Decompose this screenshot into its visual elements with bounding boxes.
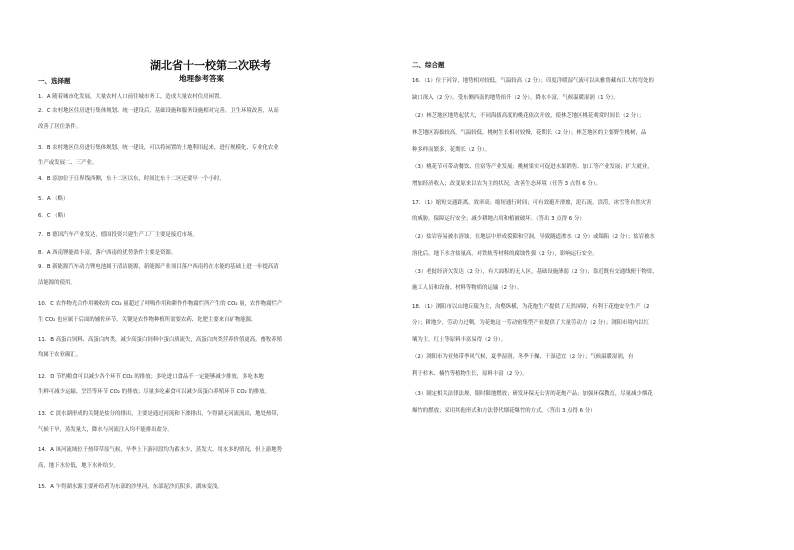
left-line: 7．B 德国汽车产业发达，德国投资兴建生产工厂主要是接近市场。 [38,232,198,238]
left-line: 13．C 淡水湖形成的关键是盐分的排出，主要是通过河流和下渗排出，乍得湖无河流流出，地处热带， [38,411,283,417]
left-line: 15．A 乍得湖水源主要补给者为东部的沙里河，东部泥沙沉积多，湖床变浅。 [38,484,223,490]
left-line: 改善了居住条件。 [38,124,82,130]
right-line: （2）林芝地区地势起伏大，不同海拔高度的桃花依次开放，使林芝地区桃花观赏时间长（2 分）； [412,113,645,119]
left-line: 高，地下水位低，地下水补给少。 [38,463,119,469]
left-line: 10．C 农作物光合作用吸收的 CO₂ 量超过了呼吸作用和耕作作物腐烂所产生的 CO₂ 量，农作物腐烂产 [38,301,283,307]
section-heading-comprehensive: 二、综合题 [412,61,445,69]
right-line: （3）制定相关法律法规，限时限地燃放；研发环保无公害的花炮产品；加强环保教育，尽量减少烟花 [412,391,653,397]
left-line: 8．A 西南锂能盐丰富，落户西南的优势条件主要是资源。 [38,250,177,256]
left-line: 5．A （略） [38,196,69,202]
left-line: 14．A 该河流域位于热带草原气候，旱季上下游河段均为蓄水少、蒸发大、用水多的情况，但上游地势 [38,447,283,453]
section-heading-choice: 一、选择题 [38,77,71,85]
right-line: 18．（1）浏阳市以山地丘陵为主，沟壑纵横，为花炮生产提供了天然屏障，有利于花炮安全生产（2 [412,304,650,310]
left-line: 生 CO₂ 也应属于后面的辅佐环节，关键是农作物种植所需要农药、化肥主要来自矿物能源。 [38,317,257,323]
right-line: 爆竹的燃放；采用其他形式和方法替代烟花爆竹的方式。（答出 3 点得 6 分） [412,408,596,414]
page-title: 湖北省十一校第二次联考 [150,59,271,72]
left-line: 12．D 节约粮食可以减少各个环节 CO₂ 的排放；多吃进口食品不一定能够减少排放，多吃本地 [38,374,264,380]
left-line: 4．B 添加位于日界线西侧，东十二区以东，时间比东十二区还要早一个小时。 [38,176,225,182]
right-line: 溶化后，地下水含盐量高，对铁轨等材料的腐蚀性强（2 分），影响运行安全。 [412,251,598,257]
right-line: （3）桃花节可带动餐饮、住宿等产业发展；桃树果实可促进水果销售、加工等产业发展；扩大就业， [412,164,653,170]
left-line: 洁能源的使用。 [38,280,76,286]
right-line: 壤为主，红土等原料丰富易得（2 分）。 [412,337,507,343]
left-line: 9．B 新能源汽车动力锂电池属于清洁能源，新能源产业项目落户西南将在水能的基础上进一步提高清 [38,264,279,270]
right-line: 施工人员和设备、材料等物质的运输（2 分）。 [412,285,523,291]
left-line: 11．B 高蛋白饲料、高蛋白肉类，减少高蛋白饲料中蛋白质流失，高蛋白肉类营养价值更高，畜牧养殖 [38,337,283,343]
left-line: 生产或发展二、三产业。 [38,160,98,166]
left-line: 均属于农业碳汇。 [38,352,82,358]
right-line: （2）盐岩容易被水溶蚀，在地层中形成裂隙和空洞，导致隧道渗水（2 分）或塌陷（2 分）；盐岩被水 [412,234,655,240]
right-line: 16．（1）位于河谷，地势相对较低，气温较高（2 分）；印度洋暖湿气流可以从雅鲁藏布江大拐弯处的 [412,78,654,84]
left-line: 气候干旱，蒸发量大，降水与河流注入均不能排出盐分。 [38,427,173,433]
right-line: 种多样而繁多，花期长（2 分）。 [412,147,490,153]
page-subtitle: 地理参考答案 [179,74,224,83]
right-line: 缺口深入（2 分），受东侧西南的地势抬升（2 分），降水丰富，气候温暖湿润（1 分）。 [412,95,619,101]
left-line: 1．A 随着城市化发展，大量农村人口前往城市务工，造成大量农村住房闲置。 [38,94,225,100]
right-line: （3）老挝经济欠发达（2 分），有大面积的无人区，基础设施薄弱（2 分）；靠近既有交通线便于物资、 [412,269,658,275]
left-line: 6．C （略） [38,213,69,219]
right-line: （2）浏阳市为亚热带季风气候，夏季湿润，冬季干燥，干湿适宜（2 分）；气候温暖湿润，有 [412,354,634,360]
right-line: 分）；耕地少，劳动力过剩，为花炮这一劳动密集型产业提供了大量劳动力（2 分）；浏阳市境内以红 [412,320,649,326]
right-line: 利于杉木、楠竹等植物生长，原料丰富（2 分）。 [412,371,528,377]
right-line: 17．（1）缩短交通距离，效率高；缩短通行时间；可有效避开滑坡，泥石流，洪涝，冰雪等自然灾害 [412,200,652,206]
right-line: 林芝地区海拔较高，气温较低，桃树生长相对较慢，花期长（2 分）；林芝地区的主要野生桃树，品 [412,130,647,136]
left-line: 3．B 农村地区住房进行集体规划、统一建设，可以将闲置的土地利用起来，进行规模化、专业化农业 [38,145,279,151]
right-line: 增加经济收入；改变原来以农为主的状况，改善生态环境（任答 3 点得 6 分）。 [412,181,601,187]
left-line: 2．C 农村地区住房进行集体规划、统一建设后，基础设施和服务设施相对完善，卫生环境改善，从而 [38,108,279,114]
left-line: 生鲜可减少运输、烹饪等环节 CO₂ 的排放；尽量多吃素食可以减少高蛋白养殖环节 CO₂ 的排放。 [38,389,271,395]
right-line: 的威胁，保障运行安全；减少耕地占用和植被破坏。（答出 3 点得 6 分） [412,216,585,222]
